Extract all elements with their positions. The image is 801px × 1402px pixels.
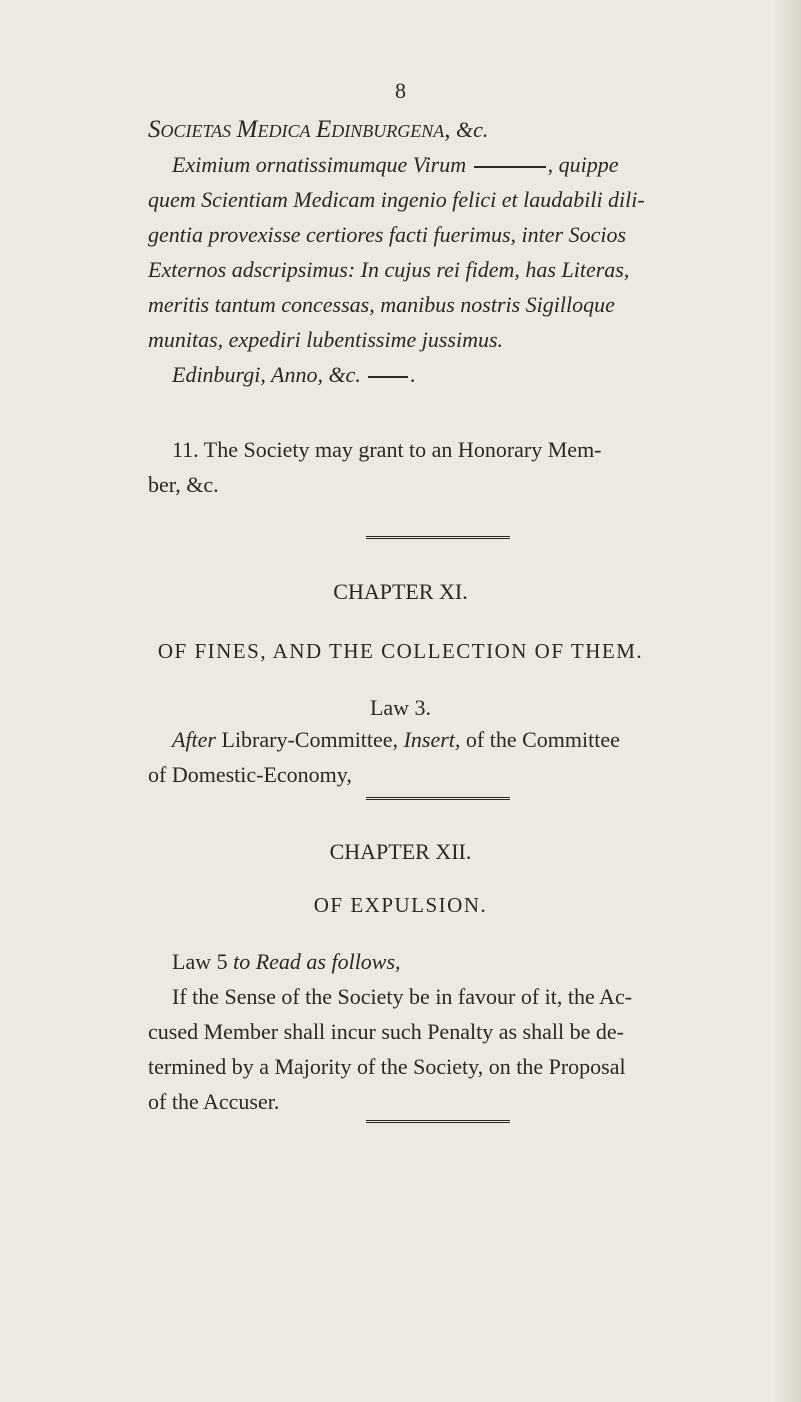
page-number: 8 (395, 78, 406, 103)
chapter-11-body (148, 722, 678, 792)
law-5-label: Law 5 (172, 949, 234, 974)
diploma-line-6: munitas, expediri lubentissime jussimus. (148, 327, 504, 352)
header-edinburgena: Edinburgena, (316, 116, 451, 143)
diploma-line-5: meritis tantum concessas, manibus nostris Sigilloque (148, 292, 615, 317)
chapter-12-law-line (148, 944, 678, 979)
body-mid-2: of the Committee (460, 727, 620, 752)
body-mid-1: Library-Committee, (216, 727, 404, 752)
blank-dash (474, 166, 546, 168)
header-etc: &c. (456, 117, 489, 142)
diploma-line-1-b: , quippe (547, 152, 619, 177)
header-societas: Societas (148, 116, 232, 143)
diploma-line-4: Externos adscripsimus: In cujus rei fidem, has Literas, (148, 257, 630, 282)
read-as-follows: to Read as follows, (233, 949, 401, 974)
diploma-line-1 (148, 147, 678, 182)
diploma-line-2: quem Scientiam Medicam ingenio felici et laudabili dili- (148, 187, 645, 212)
chapter-12-title: CHAPTER XII. (329, 839, 472, 864)
header-medica: Medica (236, 116, 311, 143)
chapter-11-subtitle: OF FINES, AND THE COLLECTION OF THEM. (157, 639, 644, 663)
diploma-line-7-b: . (410, 362, 416, 387)
blank-dash (368, 376, 408, 378)
chapter-12-line-2: cused Member shall incur such Penalty as shall be de- (148, 1019, 624, 1044)
chapter-11-body-line-1 (148, 722, 678, 757)
diploma-line-3: gentia provexisse certiores facti fuerimus, inter Socios (148, 222, 627, 247)
diploma-header (148, 112, 678, 147)
article-11 (148, 432, 678, 502)
chapter-12-line-4: of the Accuser. (148, 1089, 280, 1114)
section-rule (366, 536, 510, 539)
chapter-12-subtitle: OF EXPULSION. (313, 893, 488, 917)
chapter-11-law: Law 3. (369, 695, 432, 720)
chapter-12-body (148, 944, 678, 1119)
chapter-12-line-1: If the Sense of the Society be in favour of it, the Ac- (172, 984, 633, 1009)
section-rule (366, 797, 510, 800)
diploma-line-7-a: Edinburgi, Anno, &c. (172, 362, 361, 387)
section-rule (366, 1120, 510, 1123)
insert-word: Insert, (403, 727, 461, 752)
after-word: After (172, 727, 216, 752)
chapter-12-line-3: termined by a Majority of the Society, on the Proposal (148, 1054, 626, 1079)
chapter-11-body-line-2: of Domestic-Economy, (148, 762, 352, 787)
article-11-line-2: ber, &c. (148, 472, 219, 497)
chapter-11-title: CHAPTER XI. (333, 579, 468, 604)
diploma-line-7 (148, 357, 678, 392)
diploma-line-1-a: Eximium ornatissimumque Virum (172, 152, 467, 177)
diploma-text (148, 112, 678, 392)
article-11-line-1: 11. The Society may grant to an Honorary Mem- (172, 437, 602, 462)
